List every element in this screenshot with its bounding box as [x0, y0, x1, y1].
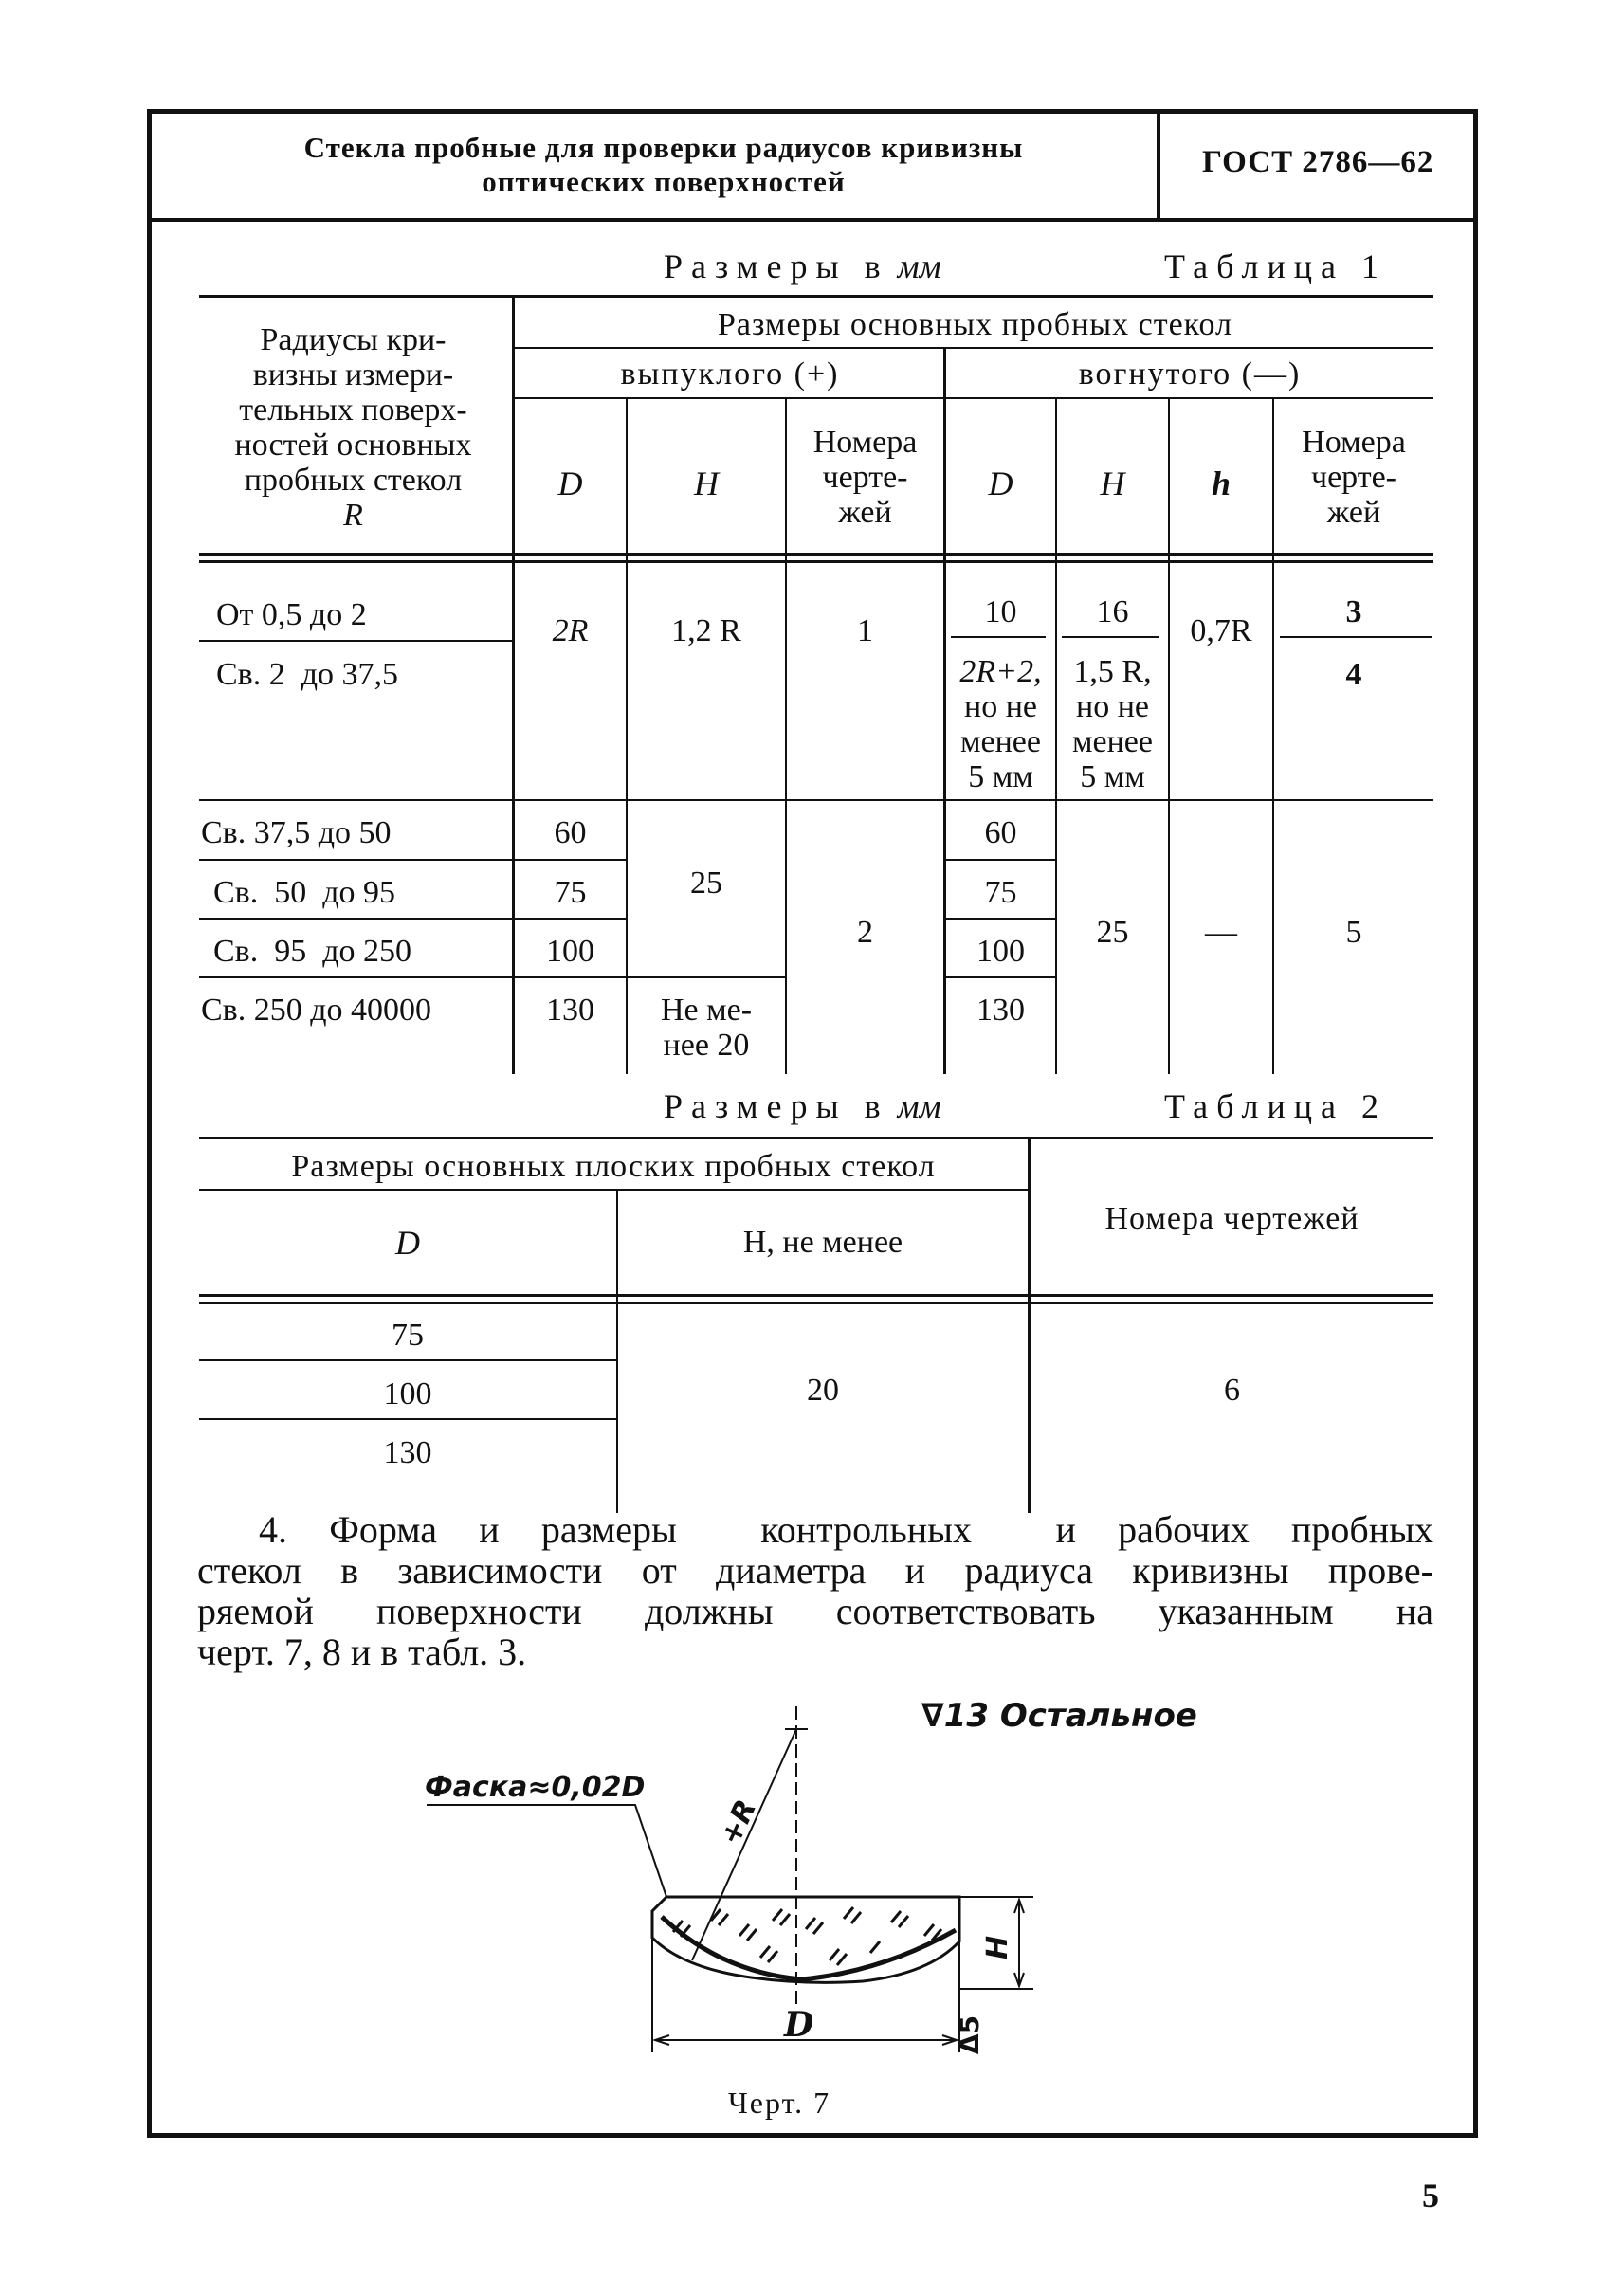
t1-head-concave: вогнутого (—) — [1078, 356, 1302, 392]
t1-head-concave-drawing-l1: Номера — [1302, 425, 1406, 460]
t1-concave-h-1: 0,7R — [1190, 613, 1252, 648]
t1-concave-drawing-3: 5 — [1345, 915, 1362, 950]
paragraph-4-line2: стекол в зависимости от диаметра и радиуса кривизны прове- — [197, 1549, 1433, 1592]
t2-D-1: 75 — [392, 1318, 424, 1353]
t1-row3-r: Св. 37,5 до 50 — [201, 815, 392, 850]
table2-units-unit: мм — [897, 1087, 941, 1125]
roughness-note: ∇13 Остальное — [921, 1697, 1197, 1735]
header-title — [190, 131, 1138, 199]
t1-concave-H-3: 25 — [1096, 915, 1129, 950]
t1-head-radius-l2: визны измери- — [252, 357, 454, 392]
t1-head-concave-H: H — [1100, 465, 1125, 502]
t1-concave-D-1: 10 — [984, 594, 1017, 629]
t1-concave-D-3: 60 — [984, 815, 1017, 850]
t1-concave-H-2-l2: но не — [1076, 689, 1149, 724]
t1-r-line-1 — [199, 640, 512, 642]
t2-head-D: D — [395, 1224, 420, 1262]
dim-D-label: D — [784, 2005, 814, 2045]
t1-vD-line-5 — [946, 976, 1055, 978]
t1-concave-h-2: — — [1205, 915, 1237, 950]
dim-H-label: H — [981, 1935, 1015, 1960]
t1-head-radius-l3: тельных поверх- — [239, 392, 467, 428]
t2-head-H-text: H, не менее — [742, 1225, 903, 1260]
frame-top-border — [147, 109, 1478, 114]
t1-concave-H-2-l1: 1,5 R, — [1073, 654, 1152, 689]
table2-units-prefix: Размеры в — [664, 1087, 889, 1125]
t1-concave-D-5: 100 — [976, 934, 1025, 969]
t1-convex-D-2: 60 — [554, 815, 587, 850]
t2-D-3: 130 — [383, 1435, 432, 1470]
t1-head-convex-drawing-l2: черте- — [822, 460, 908, 495]
t1-concave-drawing-2: 4 — [1345, 657, 1362, 692]
t1-head-concave-drawing-l2: черте- — [1310, 460, 1396, 495]
t1-concave-D-2-l1: 2R+2, — [959, 654, 1042, 689]
t1-vN-line-2 — [1274, 799, 1433, 801]
lens-outline — [652, 1897, 959, 1982]
t2-D-line-2 — [199, 1418, 616, 1420]
t2-head-main: Размеры основных плоских пробных стекол — [291, 1149, 936, 1184]
t1-convex-D-5: 130 — [546, 993, 594, 1028]
paragraph-4 — [197, 1509, 1433, 1672]
t1-vH-line-2 — [1057, 799, 1168, 801]
t2-h-under-main — [199, 1189, 1028, 1191]
t1-vD-line-4 — [946, 918, 1055, 920]
t1-convex-H-3 — [628, 993, 785, 1063]
t1-convex-drawing-2: 2 — [857, 915, 873, 950]
drawing-caption: Черт. 7 — [728, 2086, 831, 2120]
chamfer-leader — [427, 1805, 666, 1897]
table1-caption: Таблица 1 — [1164, 247, 1387, 285]
t1-head-concave-h: h — [1211, 465, 1232, 502]
t2-head-drawing: Номера чертежей — [1104, 1201, 1359, 1236]
header-divider — [1157, 112, 1160, 220]
t1-concave-D-4: 75 — [984, 875, 1017, 910]
header-title-line1: Стекла пробные для проверки радиусов кривизны — [303, 131, 1024, 164]
table1-units-unit: мм — [897, 247, 941, 285]
t1-head-double-1 — [199, 553, 1433, 556]
t1-concave-H-2 — [1057, 654, 1168, 794]
t2-D-line-1 — [199, 1359, 616, 1361]
lens-drawing — [398, 1687, 1100, 2105]
table1-top-line — [199, 295, 1433, 298]
t1-cD-line-3 — [515, 918, 626, 920]
t1-convex-H-3-l2: нее 20 — [663, 1028, 750, 1063]
t1-cN-line-1 — [787, 799, 943, 801]
t1-head-radius-l6: R — [343, 498, 363, 533]
t1-vD-line-3 — [946, 859, 1055, 861]
t1-row6-r: Св. 250 до 40000 — [201, 993, 432, 1028]
paragraph-4-line4: черт. 7, 8 и в табл. 3. — [197, 1631, 527, 1673]
t1-concave-D-6: 130 — [976, 993, 1025, 1028]
t1-concave-D-2-l2: но не — [964, 689, 1037, 724]
t1-vD-line-1 — [951, 636, 1046, 638]
table1-units — [664, 248, 941, 284]
t1-convex-D-3: 75 — [554, 875, 587, 910]
t1-concave-D-2-l3: менее — [960, 724, 1041, 759]
header-bottom-border — [147, 218, 1478, 222]
t1-cD-line-1 — [515, 799, 626, 801]
t1-r-line-2 — [199, 799, 512, 801]
frame-right-border — [1473, 112, 1478, 2136]
t1-cD-line-4 — [515, 976, 626, 978]
t1-head-double-2 — [199, 560, 1433, 563]
t1-r-line-5 — [199, 976, 512, 978]
paragraph-4-line1: 4. Форма и размеры контрольных и рабочих пробных — [259, 1508, 1433, 1551]
t2-head-H — [618, 1225, 1028, 1260]
t1-convex-H-3-l1: Не ме- — [660, 993, 753, 1028]
t2-D-2: 100 — [383, 1376, 432, 1412]
t1-concave-H-1: 16 — [1096, 594, 1129, 629]
t1-vN-line-1 — [1280, 636, 1432, 638]
standard-number: ГОСТ 2786—62 — [1202, 145, 1434, 179]
t1-head-convex-drawing-l1: Номера — [812, 425, 918, 460]
t1-concave-drawing-1: 3 — [1345, 594, 1362, 629]
table2-caption: Таблица 2 — [1164, 1087, 1387, 1125]
t1-vD-line-2 — [946, 799, 1055, 801]
tolerance-label: Δ5 — [954, 2014, 986, 2055]
t1-convex-drawing-1: 1 — [857, 613, 873, 648]
t1-head-radius-l5: пробных стекол — [244, 463, 463, 498]
t1-row5-r: Св. 95 до 250 — [213, 934, 412, 969]
t1-head-convex-H: H — [694, 465, 719, 502]
table2-units — [664, 1088, 941, 1124]
t2-head-double-1 — [199, 1294, 1433, 1297]
t1-cH-line-2 — [628, 976, 785, 978]
t1-vh-line-1 — [1170, 799, 1272, 801]
t1-head-concave-drawing — [1274, 425, 1433, 530]
t1-h-under-groups — [514, 397, 1433, 399]
t1-head-radius-l4: ностей основных — [234, 428, 472, 463]
t1-vH-line-1 — [1062, 636, 1159, 638]
t1-head-concave-drawing-l3: жей — [1326, 495, 1381, 530]
t1-head-radius — [194, 322, 512, 533]
t1-head-radius-l1: Радиусы кри- — [260, 322, 447, 357]
t1-head-convex-drawing-l3: жей — [838, 495, 892, 530]
table1-units-prefix: Размеры в — [664, 247, 889, 285]
t1-row4-r: Св. 50 до 95 — [213, 875, 396, 910]
paragraph-4-line3: ряемой поверхности должны соответствовать указанным на — [197, 1590, 1433, 1632]
t1-head-convex-drawing — [787, 425, 943, 530]
frame-left-border — [147, 112, 152, 2136]
t1-head-main: Размеры основных пробных стекол — [717, 307, 1232, 342]
page-number: 5 — [1422, 2177, 1439, 2214]
t1-row2-r: Св. 2 до 37,5 — [216, 657, 399, 692]
t1-cH-line-1 — [628, 799, 785, 801]
t1-head-concave-D: D — [988, 465, 1013, 502]
t1-row1-r: От 0,5 до 2 — [216, 597, 367, 632]
t1-concave-H-2-l4: 5 мм — [1080, 759, 1145, 794]
t1-r-line-3 — [199, 859, 512, 861]
t1-convex-D-1: 2R — [552, 613, 589, 648]
table2-top-line — [199, 1137, 1433, 1139]
chamfer-label: Фаска≈0,02D — [425, 1771, 646, 1804]
t1-cD-line-2 — [515, 859, 626, 861]
t1-r-line-4 — [199, 918, 512, 920]
t1-convex-H-1: 1,2 R — [671, 613, 741, 648]
t2-v-main-drawing — [1028, 1139, 1031, 1513]
t1-h-under-main — [514, 347, 1433, 349]
t1-convex-D-4: 100 — [546, 934, 594, 969]
t1-head-convex: выпуклого (+) — [620, 356, 840, 392]
t1-concave-D-2 — [944, 654, 1057, 794]
radius-label: +R — [714, 1795, 764, 1850]
header-title-line2: оптических поверхностей — [482, 165, 846, 198]
t1-concave-H-2-l3: менее — [1072, 724, 1153, 759]
t2-H-value: 20 — [807, 1373, 839, 1408]
t2-head-double-2 — [199, 1302, 1433, 1304]
t1-head-convex-D: D — [557, 465, 583, 502]
t2-drawing-value: 6 — [1224, 1373, 1240, 1408]
frame-bottom-border — [147, 2133, 1478, 2138]
t1-convex-H-2: 25 — [690, 866, 722, 901]
t1-concave-D-2-l4: 5 мм — [968, 759, 1033, 794]
